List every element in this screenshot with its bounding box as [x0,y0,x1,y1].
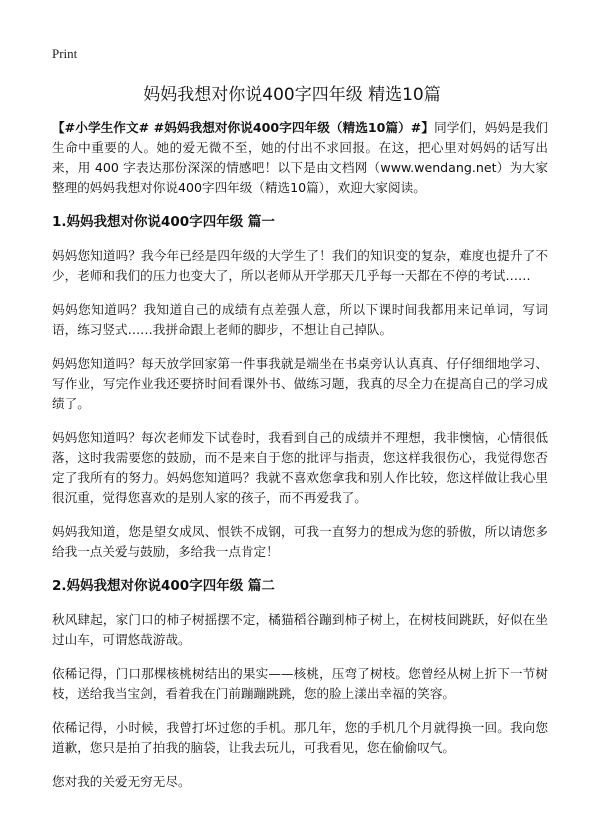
section-2 [52,576,548,792]
section-heading: 1.妈妈我想对你说400字四年级 篇一 [52,214,275,230]
section-paragraph: 妈妈您知道吗？每次老师发下试卷时，我看到自己的成绩并不理想，我非懊恼，心情很低落，这时我需要您的鼓励，而不是来自于您的批评与指责，您这样我很伤心，我觉得您否定了我所有的努力。妈妈您知道吗？我就不喜欢您拿我和别人作比较，您这样做让我心里很沉重，觉得您喜欢的是别人家的孩子，而不再爱我了。 [52,430,548,505]
print-label[interactable]: Print [52,46,78,61]
document-title: 妈妈我想对你说400字四年级 精选10篇 [143,85,441,105]
section-paragraph: 妈妈您知道吗？每天放学回家第一件事我就是端坐在书桌旁认认真真、仔仔细细地学习、写作业，写完作业我还要挤时间看课外书、做练习题，我真的尽全力在提高自己的学习成绩了。 [52,356,548,411]
section-paragraph: 依稀记得，门口那棵核桃树结出的果实——核桃，压弯了树枝。您曾经从树上折下一节树枝，送给我当宝剑，看着我在门前蹦蹦跳跳，您的脸上漾出幸福的笑容。 [52,666,548,701]
intro-bold-prefix: 【#小学生作文# #妈妈我想对你说400字四年级（精选10篇）#】 [52,120,435,135]
intro-text: 同学们，妈妈是我们生命中重要的人。她的爱无微不至，她的付出不求回报。在这，把心里对妈妈的话写出来，用 400 字表达那份深深的情感吧！以下是由文档网（www.wendang.net）为大家整理的妈妈我想对你说400字四年级（精选10篇），欢迎大家阅读。 [52,120,548,195]
section-paragraph: 秋风肆起，家门口的柿子树摇摆不定，橘猫稻谷蹦到柿子树上，在树枝间跳跃，好似在坐过山车，可谓悠哉游哉。 [52,612,548,647]
section-1 [52,212,548,562]
intro-paragraph [52,118,548,198]
section-paragraph: 妈妈您知道吗？我知道自己的成绩有点差强人意，所以下课时间我都用来记单词，写词语，练习竖式……我拼命跟上老师的脚步，不想让自己掉队。 [52,302,548,337]
document-content [52,118,548,806]
section-paragraph: 妈妈我知道，您是望女成凤、恨铁不成钢，可我一直努力的想成为您的骄傲，所以请您多给我一点关爱与鼓励，多给我一点肯定！ [52,524,548,559]
section-paragraph: 您对我的关爱无穷无尽。 [52,774,191,789]
section-paragraph: 依稀记得，小时候，我曾打坏过您的手机。那几年，您的手机几个月就得换一回。我向您道歉，您只是拍了拍我的脑袋，让我去玩儿，可我看见，您在偷偷叹气。 [52,720,548,755]
section-heading: 2.妈妈我想对你说400字四年级 篇二 [52,578,275,594]
section-paragraph: 妈妈您知道吗？我今年已经是四年级的大学生了！我们的知识变的复杂，难度也提升了不少，老师和我们的压力也变大了，所以老师从开学那天几乎每一天都在不停的考试…… [52,248,548,283]
